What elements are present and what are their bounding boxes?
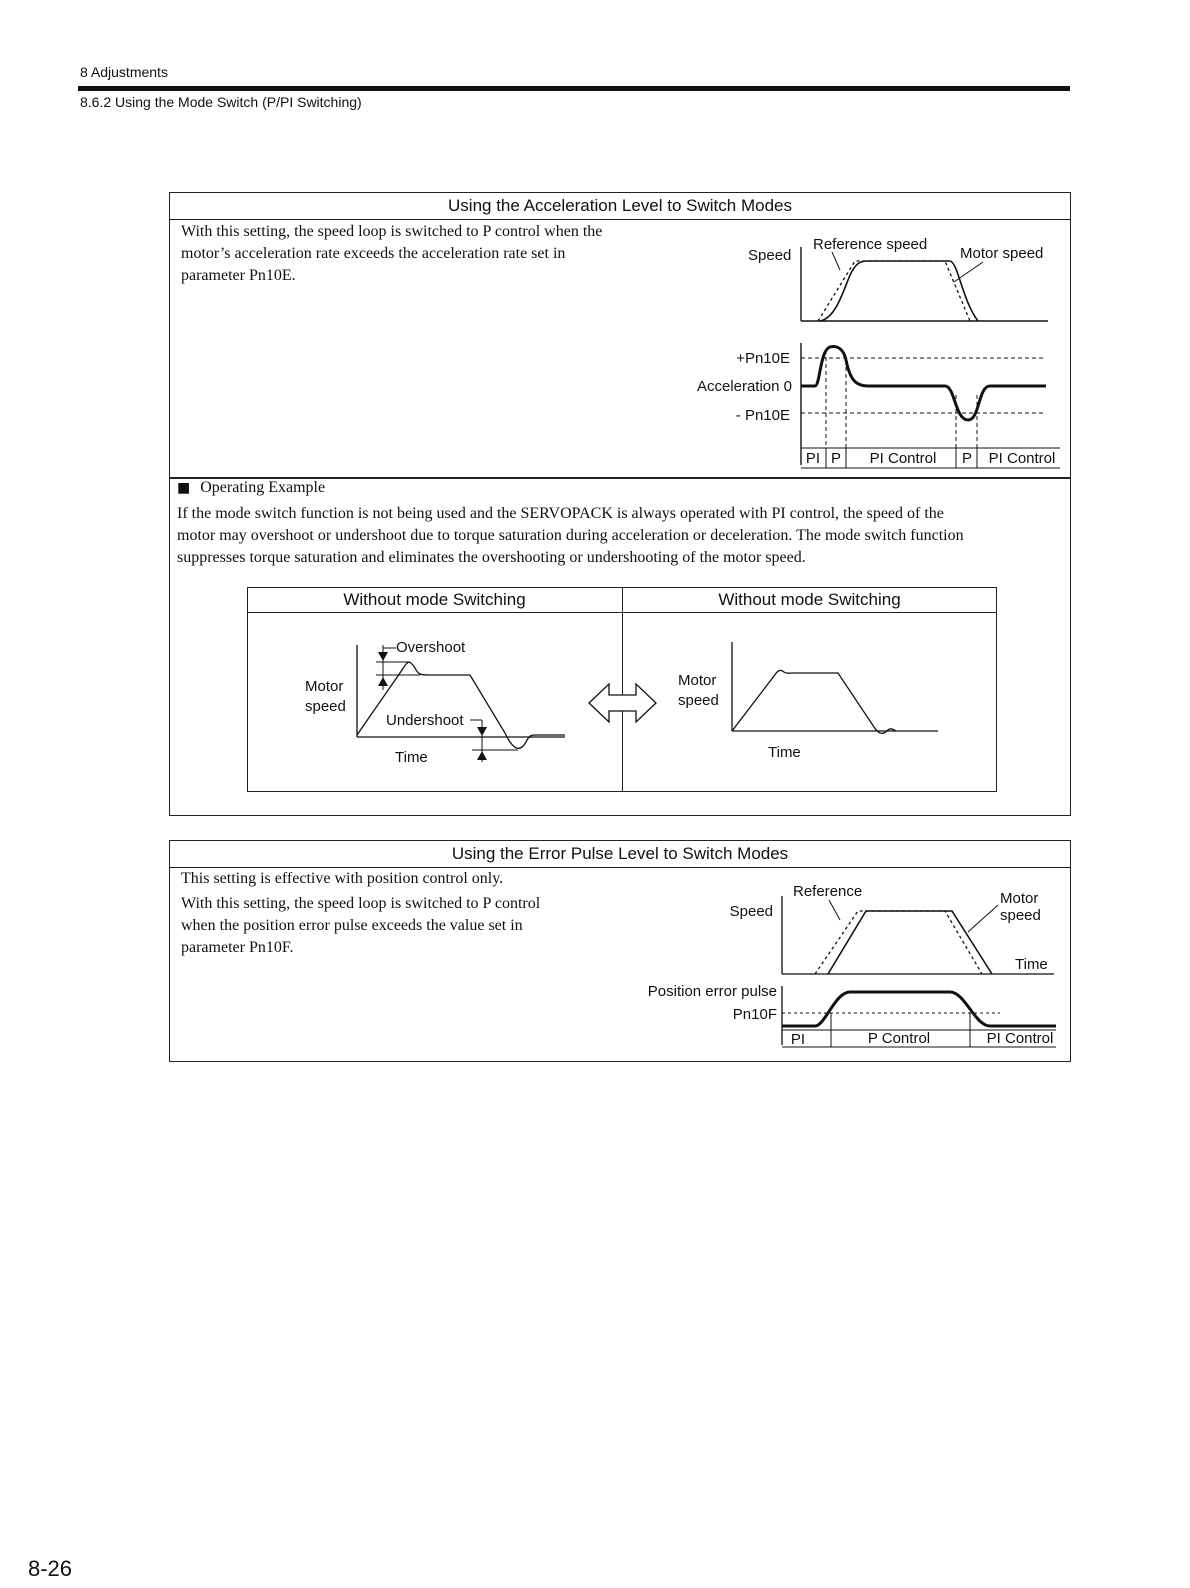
undershoot-label: Undershoot xyxy=(386,712,464,729)
example-text-line: suppresses torque saturation and eliminates the overshooting or undershooting of the motor speed. xyxy=(177,549,806,566)
reference-label: Reference xyxy=(793,883,863,900)
motor-speed-label: Motor speed xyxy=(960,245,1044,262)
mode-switch-diagram xyxy=(624,614,996,790)
mode-label: PI xyxy=(790,1031,806,1048)
pn10f-label: Pn10F xyxy=(732,1006,777,1023)
mode-label: PI Control xyxy=(988,450,1056,467)
speed-label: speed xyxy=(1000,907,1041,924)
overshoot-diagram xyxy=(248,614,621,790)
example-text-line: motor may overshoot or undershoot due to torque saturation during acceleration or deceleration. The mode switch function xyxy=(177,527,964,544)
minus-pn10e-label: - Pn10E xyxy=(735,407,790,424)
overshoot-label: Overshoot xyxy=(396,639,466,656)
error-text-line: when the position error pulse exceeds the value set in xyxy=(181,917,523,934)
operating-example-heading xyxy=(177,479,325,497)
reference-speed-curve xyxy=(818,261,970,321)
section-header: 8.6.2 Using the Mode Switch (P/PI Switching) xyxy=(80,94,362,110)
motor-speed-curve xyxy=(732,670,896,733)
mode-label: P xyxy=(961,450,973,467)
accel-box-title: Using the Acceleration Level to Switch Modes xyxy=(169,192,1071,220)
speed-axis-label: Speed xyxy=(729,903,773,920)
heading-text: Operating Example xyxy=(200,479,326,496)
error-text-line: This setting is effective with position control only. xyxy=(181,870,504,887)
reference-curve xyxy=(815,911,982,974)
position-error-curve xyxy=(782,992,1056,1026)
time-label: Time xyxy=(768,744,801,761)
left-column-title: Without mode Switching xyxy=(343,590,526,609)
error-text-line: With this setting, the speed loop is switched to P control xyxy=(181,895,541,912)
accel-text-line: parameter Pn10E. xyxy=(181,267,296,284)
motor-speed-curve xyxy=(820,261,978,321)
time-label: Time xyxy=(395,749,428,766)
error-pulse-diagram xyxy=(630,872,1070,1057)
speed-label: speed xyxy=(678,692,719,709)
mode-label: PI xyxy=(805,450,821,467)
error-text-line: parameter Pn10F. xyxy=(181,939,294,956)
mode-label: P xyxy=(830,450,842,467)
bullet-icon: ■ xyxy=(177,480,191,496)
speed-axis-label: Speed xyxy=(748,247,792,264)
page-number: 8-26 xyxy=(28,1556,73,1581)
motor-label: Motor xyxy=(305,678,344,695)
accel-description xyxy=(181,221,701,287)
operating-example-text xyxy=(177,503,1067,569)
time-label: Time xyxy=(1015,956,1048,973)
plus-pn10e-label: +Pn10E xyxy=(736,350,790,367)
mode-label: P Control xyxy=(867,1030,931,1047)
error-description xyxy=(181,868,631,959)
motor-label: Motor xyxy=(1000,890,1039,907)
position-error-label: Position error pulse xyxy=(647,983,777,1000)
accel-diagram xyxy=(680,228,1070,473)
example-text-line: If the mode switch function is not being used and the SERVOPACK is always operated with PI control, the speed of the xyxy=(177,505,944,522)
right-column-title: Without mode Switching xyxy=(718,590,901,609)
accel-text-line: motor’s acceleration rate exceeds the acceleration rate set in xyxy=(181,245,566,262)
mode-label: PI Control xyxy=(869,450,937,467)
error-box-title: Using the Error Pulse Level to Switch Modes xyxy=(169,840,1071,868)
speed-label: speed xyxy=(305,698,346,715)
motor-label: Motor xyxy=(678,672,717,689)
chapter-header: 8 Adjustments xyxy=(80,64,168,80)
header-rule xyxy=(78,86,1070,91)
reference-speed-label: Reference speed xyxy=(813,236,928,253)
comparison-divider-h xyxy=(247,612,997,613)
acceleration-zero-label: Acceleration 0 xyxy=(696,378,792,395)
accel-text-line: With this setting, the speed loop is switched to P control when the xyxy=(181,223,603,240)
motor-speed-curve xyxy=(828,911,992,974)
mode-label: PI Control xyxy=(986,1030,1054,1047)
